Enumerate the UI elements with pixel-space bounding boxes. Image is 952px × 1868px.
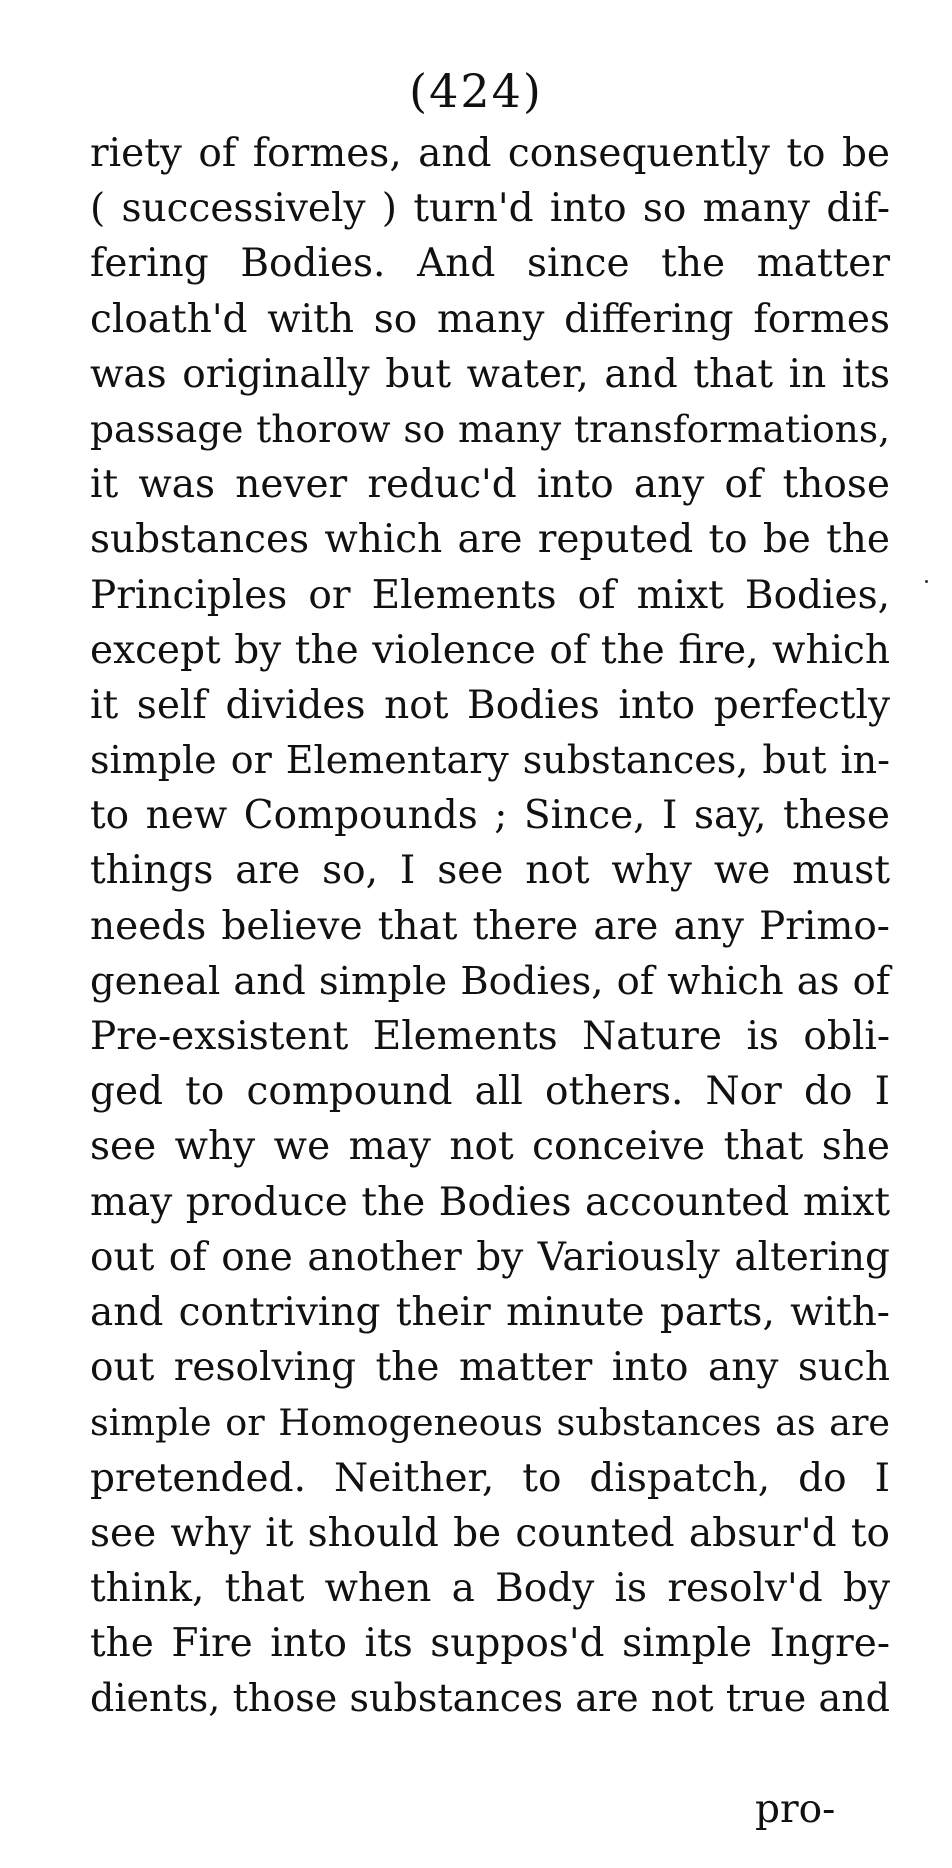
text-line: needs believe that there are any Primo- bbox=[90, 903, 890, 949]
page-number: (424) bbox=[409, 64, 543, 118]
text-line: except by the violence of the fire, which bbox=[90, 627, 890, 673]
text-line: think, that when a Body is resolv'd by bbox=[90, 1565, 890, 1611]
text-line: substances which are reputed to be the bbox=[90, 517, 890, 563]
text-line: out of one another by Variously altering bbox=[90, 1234, 890, 1280]
text-line: Principles or Elements of mixt Bodies, bbox=[90, 572, 890, 618]
text-line: and contriving their minute parts, with- bbox=[90, 1289, 890, 1335]
text-line: fering Bodies. And since the matter bbox=[90, 241, 890, 287]
text-line: simple or Elementary substances, but in- bbox=[90, 738, 890, 783]
text-line: cloath'd with so many differing formes bbox=[90, 296, 890, 342]
text-line: see why it should be counted absur'd to bbox=[90, 1510, 890, 1556]
text-line: simple or Homogeneous substances as are bbox=[90, 1401, 890, 1445]
text-line: ged to compound all others. Nor do I bbox=[90, 1069, 890, 1115]
text-line: it self divides not Bodies into perfectly bbox=[90, 682, 890, 728]
text-line: Pre-exsistent Elements Nature is obli- bbox=[90, 1014, 890, 1059]
catchword: pro- bbox=[755, 1787, 836, 1832]
text-line: passage thorow so many transformations, bbox=[90, 406, 890, 451]
text-line: the Fire into its suppos'd simple Ingre- bbox=[90, 1621, 890, 1667]
text-line: riety of formes, and consequently to be bbox=[90, 131, 890, 176]
text-line: pretended. Neither, to dispatch, do I bbox=[90, 1455, 890, 1501]
text-line: may produce the Bodies accounted mixt bbox=[90, 1179, 890, 1225]
text-line: geneal and simple Bodies, of which as of bbox=[90, 958, 890, 1004]
text-line: to new Compounds ; Since, I say, these bbox=[90, 793, 890, 839]
ink-speck bbox=[925, 580, 928, 583]
text-line: was originally but water, and that in its bbox=[90, 351, 890, 397]
text-line: ( successively ) turn'd into so many dif- bbox=[90, 186, 890, 232]
text-line: see why we may not conceive that she bbox=[90, 1124, 890, 1170]
text-line: things are so, I see not why we must bbox=[90, 848, 890, 894]
text-line: dients, those substances are not true and bbox=[90, 1676, 890, 1721]
body-text bbox=[90, 126, 890, 1726]
text-line: it was never reduc'd into any of those bbox=[90, 462, 890, 508]
text-line: out resolving the matter into any such bbox=[90, 1345, 890, 1391]
